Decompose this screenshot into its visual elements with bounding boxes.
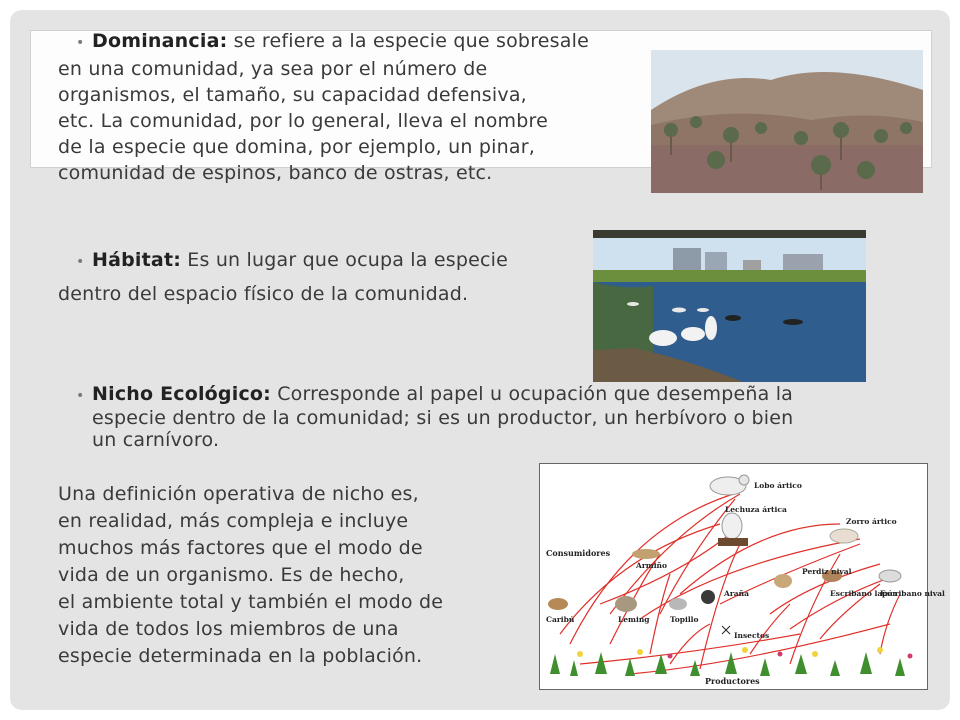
consumidores-label: Consumidores (546, 548, 611, 558)
habitat-line-2: dentro del espacio físico de la comunidad. (58, 283, 469, 305)
bullet-icon: • (76, 388, 85, 404)
dominancia-line-3: organismos, el tamaño, su capacidad defensiva, (58, 84, 527, 106)
definicion-line: en realidad, más compleja e incluye (58, 510, 409, 532)
armino-label: Armiño (636, 561, 668, 570)
escribano-nival-label: Escribano nival (880, 589, 945, 598)
definicion-paragraph (58, 481, 528, 670)
dominancia-text: se refiere a la especie que sobresale (227, 30, 589, 52)
definicion-line: vida de todos los miembros de una (58, 618, 399, 640)
lake-habitat-image (593, 230, 866, 382)
food-web-svg (540, 464, 945, 689)
productores-label: Productores (705, 676, 760, 686)
dominancia-line-5: de la especie que domina, por ejemplo, un pinar, (58, 136, 535, 158)
escribano-lapon-label: Escribano lapón (830, 589, 898, 598)
definicion-line: muchos más factores que el modo de (58, 537, 423, 559)
nicho-line-3: un carnívoro. (92, 429, 220, 451)
bullet-icon: • (76, 35, 85, 51)
definicion-line: especie determinada en la población. (58, 645, 423, 667)
arana-label: Araña (724, 589, 749, 598)
definicion-line: el ambiente total y también el modo de (58, 591, 444, 613)
zorro-label: Zorro ártico (846, 517, 897, 526)
dominancia-paragraph (58, 28, 658, 186)
dominancia-line-2: en una comunidad, ya sea por el número de (58, 58, 488, 80)
lechuza-icon (718, 513, 748, 546)
nicho-text: Corresponde al papel u ocupación que desempeña la (270, 383, 794, 405)
food-web-diagram (539, 463, 945, 690)
nicho-term: Nicho Ecológico: (92, 383, 271, 405)
nicho-line-1 (76, 383, 936, 407)
habitat-line-1 (58, 247, 598, 275)
definicion-line: vida de un organismo. Es de hecho, (58, 564, 405, 586)
desert-community-image (651, 50, 923, 193)
definicion-line: Una definición operativa de nicho es, (58, 483, 419, 505)
lechuza-label: Lechuza ártica (725, 505, 787, 514)
bullet-icon: • (76, 254, 85, 270)
habitat-text: Es un lugar que ocupa la especie (181, 249, 509, 271)
lobo-icon (710, 475, 749, 495)
caribu-label: Caribú (546, 615, 575, 624)
nicho-line-2: especie dentro de la comunidad; si es un productor, un herbívoro o bien (92, 407, 794, 429)
habitat-paragraph (58, 247, 598, 307)
insectos-label: Insectos (734, 631, 770, 640)
dominancia-line-6: comunidad de espinos, banco de ostras, etc. (58, 162, 493, 184)
topillo-label: Topillo (670, 615, 699, 624)
leming-label: Leming (618, 615, 650, 624)
dominancia-term: Dominancia: (92, 30, 228, 52)
lobo-label: Lobo ártico (754, 481, 802, 490)
nicho-paragraph (76, 383, 936, 451)
dominancia-line-1 (58, 28, 658, 56)
habitat-term: Hábitat: (92, 249, 182, 271)
dominancia-line-4: etc. La comunidad, por lo general, lleva el nombre (58, 110, 548, 132)
perdiz-label: Perdiz nival (802, 567, 852, 576)
